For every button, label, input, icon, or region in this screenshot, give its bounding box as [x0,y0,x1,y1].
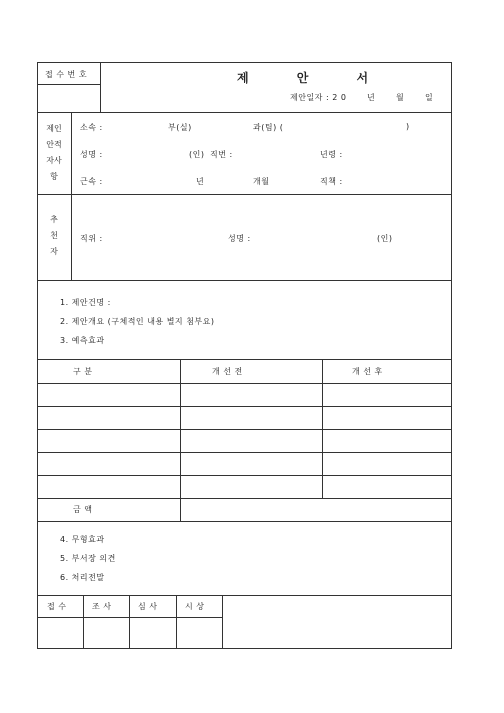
section-label: 과(팀) ( [253,123,284,132]
table-row-line [37,498,452,499]
recommender-position-label: 직위 : [80,234,103,243]
signoff-receipt: 접 수 [47,602,67,611]
signoff-top [37,595,452,596]
signoff-investigation: 조 사 [92,602,112,611]
proposer-divider [37,194,452,195]
signoff-header-line [37,617,223,618]
signoff-col-divider [129,595,130,649]
receipt-no-field[interactable] [37,85,100,112]
item-expected-effect: 3. 예측효과 [60,336,105,345]
signoff-review: 심 사 [138,602,158,611]
table-col-divider [180,359,181,521]
item-intangible-effect: 4. 무형효과 [60,535,105,544]
signoff-col-divider [83,595,84,649]
item-dept-head-opinion: 5. 부서장 의견 [60,554,116,563]
recommender-name-label: 성명 : [228,234,251,243]
proposer-side-label: 제인 안적 자사 항 [46,124,62,181]
rank-label: 직책 : [320,177,343,186]
date-year: 년 [367,93,376,102]
table-header-before: 개 선 전 [212,367,243,376]
receipt-box-right [100,62,101,112]
section-close: ) [406,122,410,131]
table-bottom [37,521,452,522]
years-label: 년 [196,177,205,186]
table-total-label: 금 액 [73,505,93,514]
months-label: 개월 [253,177,270,186]
position-no-label: 직번 : [210,150,233,159]
signoff-col-divider [222,595,223,649]
recommender-divider [37,280,452,281]
date-day: 일 [425,93,434,102]
affiliation-label: 소속 : [80,123,103,132]
seal-label: (인) [189,150,205,159]
table-row-line [37,406,452,407]
item-proposal-title: 1. 제안건명 : [60,298,111,307]
page-title: 제 안 서 [237,71,391,85]
department-label: 부(실) [168,123,192,132]
name-label: 성명 : [80,150,103,159]
table-row-line [37,475,452,476]
table-header-category: 구 분 [73,367,93,376]
table-header-after: 개 선 후 [352,367,383,376]
item-processing-result: 6. 처리전말 [60,573,105,582]
recommender-side-label: 추 천 자 [50,215,58,256]
recommender-seal-label: (인) [377,234,393,243]
item-proposal-summary: 2. 제안개요 (구체적인 내용 별지 첨부요) [60,317,215,326]
signoff-award: 시 상 [185,602,205,611]
proposal-date-label: 제안일자 : 2 0 [290,93,347,102]
side-label-divider [71,112,72,280]
table-row-line [37,452,452,453]
table-col-divider [322,359,323,498]
signoff-col-divider [176,595,177,649]
table-row-line [37,383,452,384]
age-label: 년령 : [320,150,343,159]
date-month: 월 [396,93,405,102]
table-top [37,359,452,360]
receipt-no-label: 접 수 번 호 [45,70,88,79]
service-label: 근속 : [80,177,103,186]
header-divider [37,112,452,113]
table-row-line [37,429,452,430]
